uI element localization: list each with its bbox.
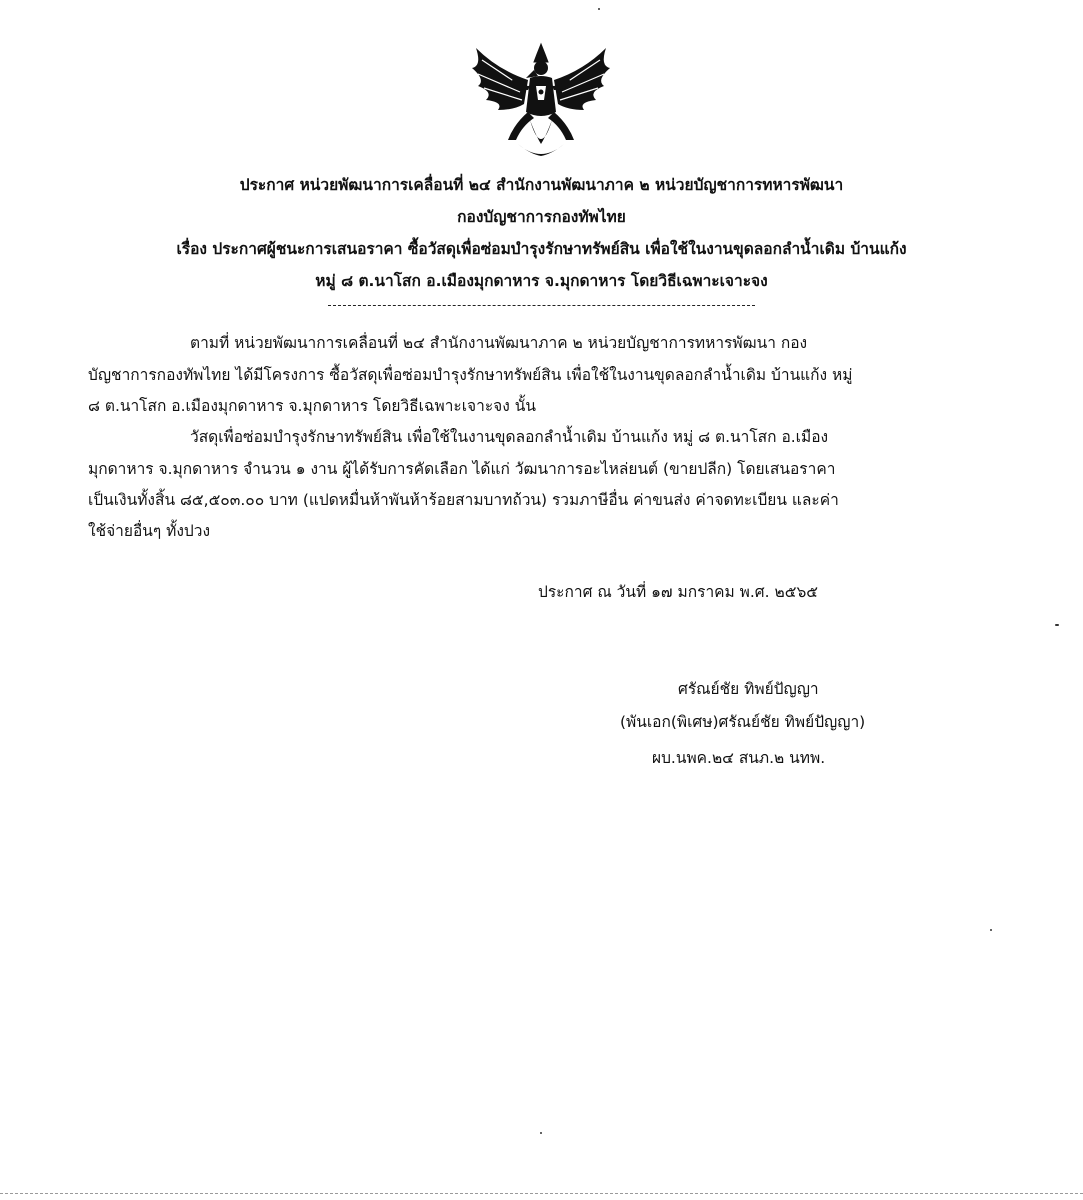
paragraph-2-line-3: เป็นเงินทั้งสิ้น ๘๕,๕๐๓.๐๐ บาท (แปดหมื่นห้าพันห้าร้อยสามบาทถ้วน) รวมภาษีอื่น ค่าขนส่ง ค่าจดทะเบียน และค่า <box>88 491 839 509</box>
header-line-1: ประกาศ หน่วยพัฒนาการเคลื่อนที่ ๒๔ สำนักงานพัฒนาภาค ๒ หน่วยบัญชาการทหารพัฒนา <box>239 176 844 194</box>
scan-speck <box>598 8 600 10</box>
announcement-date: ประกาศ ณ วันที่ ๑๗ มกราคม พ.ศ. ๒๕๖๕ <box>538 583 819 601</box>
subject-line-1: เรื่อง ประกาศผู้ชนะการเสนอราคา ซื้อวัสดุเพื่อซ่อมบำรุงรักษาทรัพย์สิน เพื่อใช้ในงานขุดลอกลำน้ำเดิม บ้านแก้ง <box>176 240 907 258</box>
paragraph-1-line-2: บัญชาการกองทัพไทย ได้มีโครงการ ซื้อวัสดุเพื่อซ่อมบำรุงรักษาทรัพย์สิน เพื่อใช้ในงานขุดลอกลำน้ำเดิม บ้านแก้ง หมู่ <box>88 366 853 384</box>
scan-speck <box>540 1132 542 1134</box>
scan-speck <box>990 929 992 931</box>
paragraph-2-line-1: วัสดุเพื่อซ่อมบำรุงรักษาทรัพย์สิน เพื่อใช้ในงานขุดลอกลำน้ำเดิม บ้านแก้ง หมู่ ๘ ต.นาโสก อ.เมือง <box>190 428 829 446</box>
signature-position: ผบ.นพค.๒๔ สนภ.๒ นทพ. <box>652 749 826 767</box>
subject-line-2: หมู่ ๘ ต.นาโสก อ.เมืองมุกดาหาร จ.มุกดาหาร โดยวิธีเฉพาะเจาะจง <box>315 272 768 290</box>
paragraph-1-line-3: ๘ ต.นาโสก อ.เมืองมุกดาหาร จ.มุกดาหาร โดยวิธีเฉพาะเจาะจง นั้น <box>88 397 536 415</box>
signature-name: ศรัณย์ชัย ทิพย์ปัญญา <box>678 680 819 698</box>
header-line-2: กองบัญชาการกองทัพไทย <box>457 208 626 226</box>
header-divider <box>328 305 755 306</box>
signature-rank-name: (พันเอก(พิเศษ)ศรัณย์ชัย ทิพย์ปัญญา) <box>620 713 866 731</box>
paragraph-2-line-2: มุกดาหาร จ.มุกดาหาร จำนวน ๑ งาน ผู้ได้รับการคัดเลือก ได้แก่ วัฒนาการอะไหล่ยนต์ (ขายปลีก) โดยเสนอราคา <box>88 460 836 478</box>
paragraph-2-line-4: ใช้จ่ายอื่นๆ ทั้งปวง <box>88 522 211 540</box>
scan-edge-line <box>0 1193 1083 1194</box>
scan-speck <box>1055 624 1059 626</box>
garuda-emblem-icon <box>468 40 614 164</box>
paragraph-1-line-1: ตามที่ หน่วยพัฒนาการเคลื่อนที่ ๒๔ สำนักงานพัฒนาภาค ๒ หน่วยบัญชาการทหารพัฒนา กอง <box>190 334 808 352</box>
